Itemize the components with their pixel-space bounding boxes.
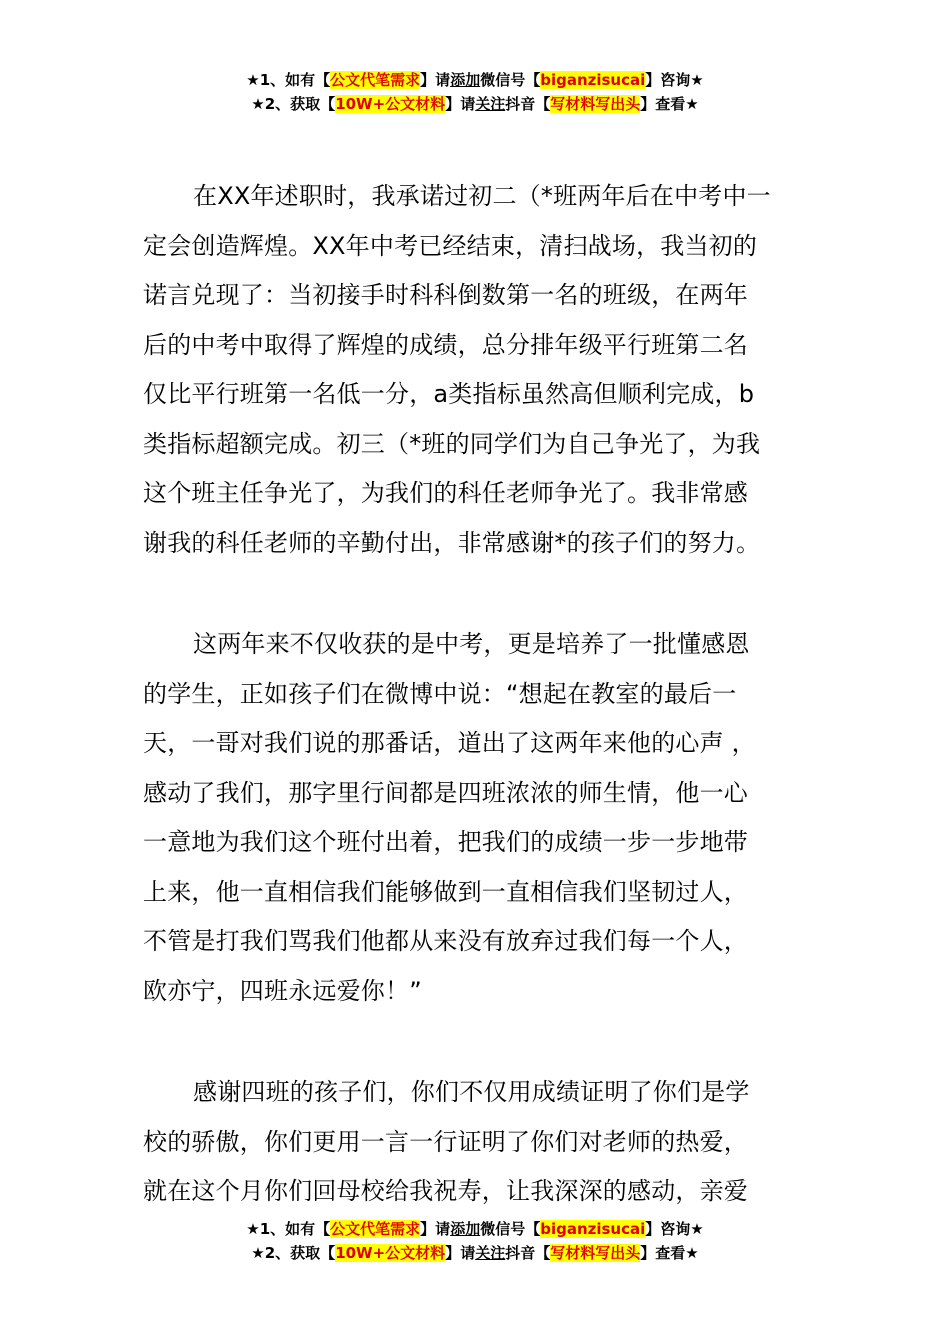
text-line: 诺言兑现了：当初接手时科科倒数第一名的班级，在两年	[143, 281, 748, 309]
text-line: 这两年来不仅收获的是中考，更是培养了一批懂感恩	[193, 630, 750, 658]
banner-line-2: ★2、获取【10W+公文材料】请关注抖音【写材料写出头】查看★	[251, 1244, 699, 1262]
highlight-wechat-id: biganzisucai	[540, 71, 646, 89]
text-line: 校的骄傲，你们更用一言一行证明了你们对老师的热爱，	[143, 1127, 748, 1156]
paragraph-1	[143, 172, 808, 568]
text-line: 定会创造辉煌。XX年中考已经结束，清扫战场，我当初的	[143, 231, 758, 260]
highlight-douyin: 写材料写出头	[550, 1244, 641, 1262]
footer-banner	[0, 1217, 950, 1265]
highlight-service: 公文代笔需求	[330, 1220, 421, 1238]
text-line: 上来，他一直相信我们能够做到一直相信我们坚韧过人，	[143, 877, 748, 906]
paragraph-2	[143, 620, 808, 1016]
text-line: 一意地为我们这个班付出着，把我们的成绩一步一步地带	[143, 828, 748, 856]
text-line: 感谢四班的孩子们，你们不仅用成绩证明了你们是学	[193, 1078, 750, 1106]
text-line: 这个班主任争光了，为我们的科任老师争光了。我非常感	[143, 479, 748, 507]
banner-line-1: ★1、如有【公文代笔需求】请添加微信号【biganzisucai】咨询★	[246, 1220, 704, 1238]
text-line: 欧亦宁，四班永远爱你！”	[143, 976, 422, 1005]
text-line: 感动了我们，那字里行间都是四班浓浓的师生情，他一心	[143, 778, 748, 807]
highlight-douyin: 写材料写出头	[550, 95, 641, 113]
banner-line-1: ★1、如有【公文代笔需求】请添加微信号【biganzisucai】咨询★	[246, 71, 704, 89]
text-line: 后的中考中取得了辉煌的成绩，总分排年级平行班第二名	[143, 330, 748, 359]
banner-line-2: ★2、获取【10W+公文材料】请关注抖音【写材料写出头】查看★	[251, 95, 699, 113]
highlight-materials: 10W+公文材料	[335, 95, 446, 113]
highlight-wechat-id: biganzisucai	[540, 1220, 646, 1238]
text-line: 不管是打我们骂我们他都从来没有放弃过我们每一个人，	[143, 927, 748, 955]
highlight-service: 公文代笔需求	[330, 71, 421, 89]
header-banner	[0, 68, 950, 116]
text-line: 在XX年述职时，我承诺过初二（*班两年后在中考中一	[193, 182, 771, 210]
text-line: 类指标超额完成。初三（*班的同学们为自己争光了，为我	[143, 429, 761, 458]
text-line: 就在这个月你们回母校给我祝寿，让我深深的感动，亲爱	[143, 1177, 748, 1205]
text-line: 仅比平行班第一名低一分，a类指标虽然高但顺利完成，b	[143, 380, 755, 408]
text-line: 谢我的科任老师的辛勤付出，非常感谢*的孩子们的努力。	[143, 528, 761, 557]
highlight-materials: 10W+公文材料	[335, 1244, 446, 1262]
text-line: 的学生，正如孩子们在微博中说：“想起在教室的最后一	[143, 679, 737, 708]
paragraph-3	[143, 1068, 808, 1217]
text-line: 天，一哥对我们说的那番话，道出了这两年来他的心声 ，	[143, 729, 756, 757]
